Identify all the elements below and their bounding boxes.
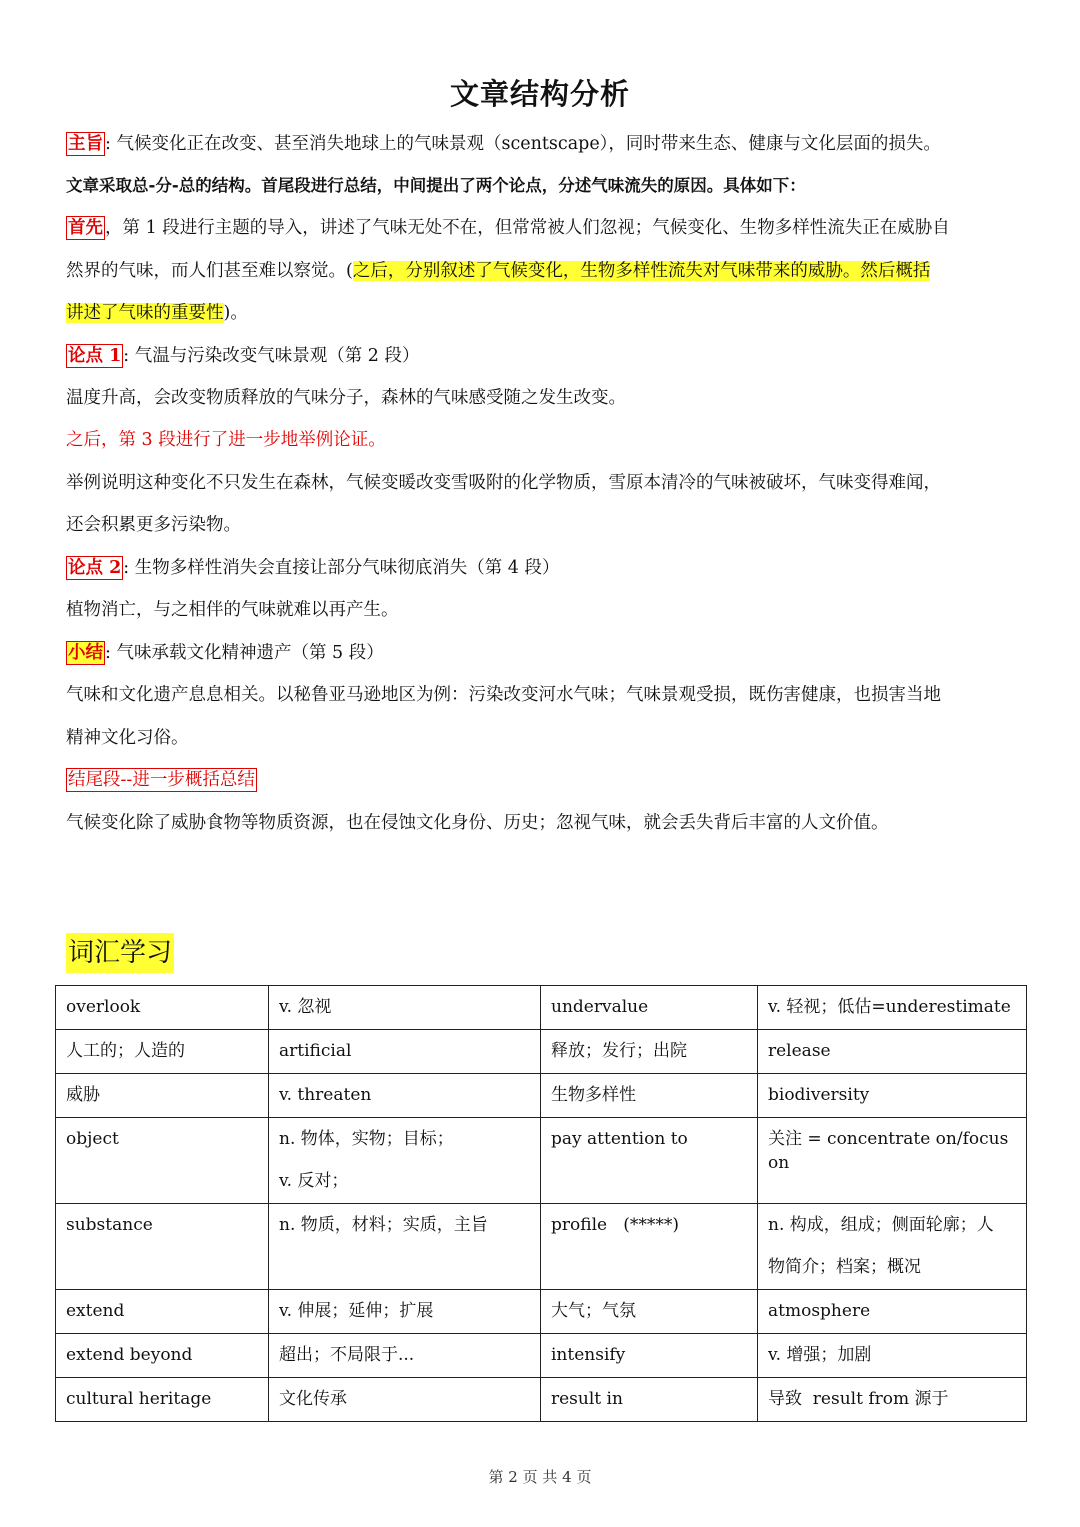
first-highlight-1: 之后，分别叙述了气候变化，生物多样性流失对气味带来的威胁。然后概括 [352,261,931,281]
page-footer: 第 2 页 共 4 页 [488,1468,592,1486]
point2-desc: 植物消亡，与之相伴的气味就难以再产生。 [66,600,399,620]
first-line-1 [66,212,1026,244]
vocab-cell: n. 物质，材料；实质，主旨 [269,1204,541,1290]
ending-desc: 气候变化除了威胁食物等物质资源，也在侵蚀文化身份、历史；忽视气味，就会丢失背后丰富的人文价值。 [66,813,889,833]
structure-note: 文章采取总-分-总的结构。首尾段进行总结，中间提出了两个论点，分述气味流失的原因。具体如下： [66,176,806,195]
summary-desc-2: 精神文化习俗。 [66,728,189,748]
table-row [56,1030,1027,1074]
point2-sep: : [123,558,130,578]
point1-desc: 温度升高，会改变物质释放的气味分子，森林的气味感受随之发生改变。 [66,388,626,408]
page-title: 文章结构分析 [449,77,630,111]
vocab-cell: cultural heritage [56,1378,269,1422]
table-row [56,1118,1027,1204]
vocab-cell: substance [56,1204,269,1290]
ending-line [66,764,1026,796]
point1-text: 气温与污染改变气味景观（第 2 段） [129,346,420,366]
vocab-cell: 大气；气氛 [541,1290,758,1334]
table-row [56,1204,1027,1290]
vocab-cell-line: 物简介；档案；概况 [768,1257,921,1277]
table-row [56,986,1027,1030]
vocab-cell: 威胁 [56,1074,269,1118]
vocab-cell: v. 增强；加剧 [758,1334,1027,1378]
vocab-cell: v. threaten [269,1074,541,1118]
table-row [56,1074,1027,1118]
vocab-cell-line: n. 构成，组成；侧面轮廓；人 [768,1215,994,1235]
vocab-cell: 释放；发行；出院 [541,1030,758,1074]
main-idea-line [66,128,1026,160]
main-idea-tag: 主旨 [68,134,103,154]
first-line-3 [66,297,1026,329]
vocab-cell: release [758,1030,1027,1074]
first-highlight-2: 讲述了气味的重要性 [66,303,224,323]
point1-sep: : [123,346,130,366]
vocab-cell: biodiversity [758,1074,1027,1118]
vocab-cell: overlook [56,986,269,1030]
vocab-cell: profile (*****) [541,1204,758,1290]
vocab-cell: pay attention to [541,1118,758,1204]
vocab-cell: 生物多样性 [541,1074,758,1118]
vocab-cell: result in [541,1378,758,1422]
vocab-cell: intensify [541,1334,758,1378]
vocab-cell: 超出；不局限于... [269,1334,541,1378]
point1-tag: 论点 1 [68,346,122,366]
first-tag: 首先 [68,218,103,238]
vocab-cell: extend [56,1290,269,1334]
ending-tag: 结尾段--进一步概括总结 [68,770,255,790]
point2-text: 生物多样性消失会直接让部分气味彻底消失（第 4 段） [129,558,560,578]
summary-text: 气味承载文化精神遗产（第 5 段） [110,643,384,663]
vocab-table [55,985,1027,1422]
point1-line [66,340,1026,372]
first-text-3: )。 [223,303,248,323]
vocab-cell-line: v. 反对； [279,1171,349,1191]
point1-example-1: 举例说明这种变化不只发生在森林，气候变暖改变雪吸附的化学物质，雪原本清冷的气味被破坏，气味变得难闻， [66,473,941,493]
main-idea-sep: : [105,134,111,154]
vocab-cell: 关注 = concentrate on/focus on [758,1118,1027,1204]
vocab-cell: atmosphere [758,1290,1027,1334]
table-row [56,1334,1027,1378]
summary-tag: 小结 [68,643,103,663]
vocab-cell: artificial [269,1030,541,1074]
vocab-cell: undervalue [541,986,758,1030]
summary-line [66,637,1026,669]
summary-desc-1: 气味和文化遗产息息相关。以秘鲁亚马逊地区为例：污染改变河水气味；气味景观受损，既伤害健康，也损害当地 [66,685,941,705]
vocab-cell-line: n. 物体，实物；目标； [279,1129,454,1149]
vocab-cell: 导致 result from 源于 [758,1378,1027,1422]
vocab-heading: 词汇学习 [66,933,174,973]
vocab-cell [758,1204,1027,1290]
first-text-1: ，第 1 段进行主题的导入，讲述了气味无处不在，但常常被人们忽视；气候变化、生物多样性流失正在威胁自 [105,218,950,238]
vocab-cell [269,1118,541,1204]
vocab-cell: v. 伸展；延伸；扩展 [269,1290,541,1334]
point1-example-2: 还会积累更多污染物。 [66,515,241,535]
vocab-cell: extend beyond [56,1334,269,1378]
vocab-cell: object [56,1118,269,1204]
table-row [56,1378,1027,1422]
vocab-cell: v. 轻视；低估=underestimate [758,986,1027,1030]
vocab-cell: 文化传承 [269,1378,541,1422]
summary-sep: : [105,643,111,663]
first-text-2: 然界的气味，而人们甚至难以察觉。( [66,261,353,281]
vocab-cell: v. 忽视 [269,986,541,1030]
point2-line [66,552,1026,584]
main-idea-text: 气候变化正在改变、甚至消失地球上的气味景观（scentscape），同时带来生态、健康与文化层面的损失。 [110,134,941,154]
table-row [56,1290,1027,1334]
first-line-2 [66,255,1026,287]
point1-follow: 之后，第 3 段进行了进一步地举例论证。 [66,430,386,450]
vocab-cell: 人工的；人造的 [56,1030,269,1074]
point2-tag: 论点 2 [68,558,122,578]
